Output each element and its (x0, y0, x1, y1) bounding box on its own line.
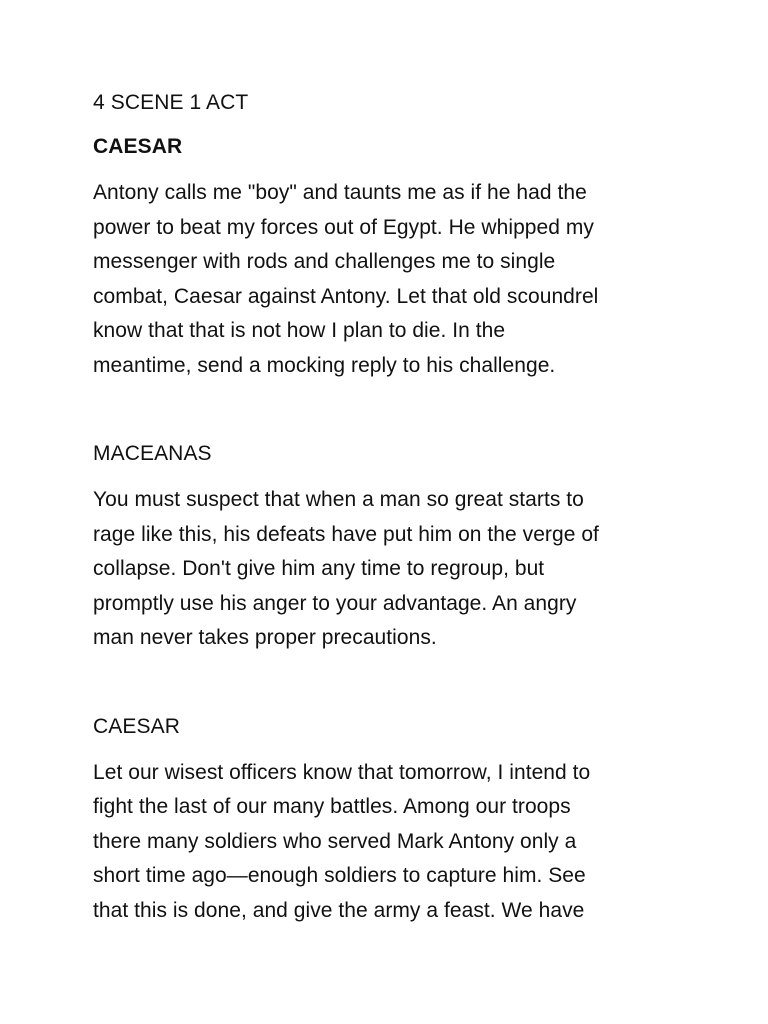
speech-line: promptly use his anger to your advantage. An angry (93, 591, 577, 615)
speech-paragraph (93, 483, 693, 656)
speech-line: rage like this, his defeats have put him on the verge of (93, 522, 599, 546)
document-content (93, 88, 693, 928)
speaker-name: CAESAR (93, 135, 183, 158)
speech-line: You must suspect that when a man so great starts to (93, 488, 584, 511)
speech-line: short time ago—enough soldiers to capture him. See (93, 864, 586, 887)
speech-line: combat, Caesar against Antony. Let that old scoundrel (93, 284, 599, 308)
speech-line: collapse. Don't give him any time to regroup, but (93, 557, 545, 580)
speech-line: meantime, send a mocking reply to his challenge. (93, 353, 556, 377)
speech-line: know that that is not how I plan to die. In the (93, 319, 506, 342)
speech-line: there many soldiers who served Mark Antony only a (93, 829, 577, 853)
speech-paragraph (93, 756, 693, 929)
speech-line: Antony calls me "boy" and taunts me as if he had the (93, 181, 587, 204)
paragraph-gap (93, 383, 693, 439)
speech-line: Let our wisest officers know that tomorrow, I intend to (93, 760, 591, 784)
speech-line: man never takes proper precautions. (93, 626, 437, 649)
speech-line: power to beat my forces out of Egypt. He whipped my (93, 215, 594, 239)
speaker-name: CAESAR (93, 714, 180, 738)
speech-line: fight the last of our many battles. Among our troops (93, 795, 571, 818)
speech-line: messenger with rods and challenges me to single (93, 250, 556, 273)
paragraph-gap (93, 656, 693, 712)
speaker-name: MACEANAS (93, 442, 212, 465)
speech-line: that this is done, and give the army a feast. We have (93, 898, 585, 922)
scene-heading: 4 SCENE 1 ACT (93, 91, 249, 114)
speech-paragraph (93, 176, 693, 383)
